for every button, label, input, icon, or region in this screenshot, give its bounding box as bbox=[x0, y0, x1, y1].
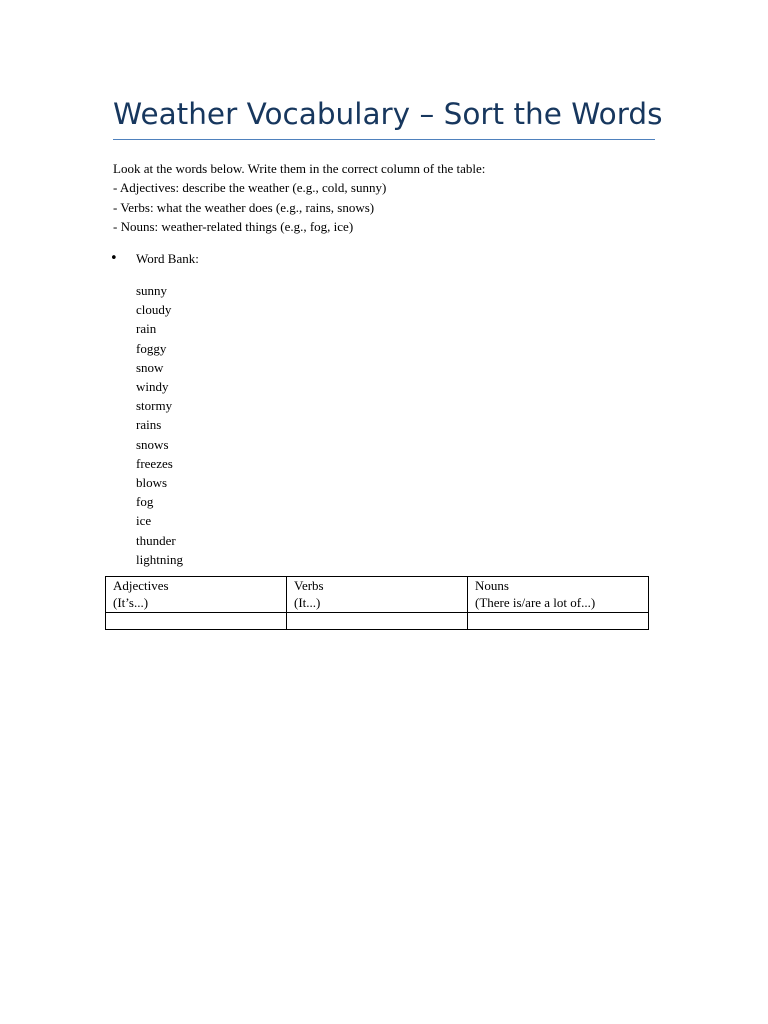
word-bank-item: fog bbox=[136, 494, 154, 510]
column-hint: (It...) bbox=[294, 594, 321, 610]
word-bank-item: snow bbox=[136, 359, 164, 375]
table-row bbox=[106, 613, 649, 630]
word-bank-item: rain bbox=[136, 321, 157, 337]
table-header-row bbox=[106, 577, 649, 613]
answer-cell-verbs[interactable] bbox=[287, 613, 468, 630]
column-name: Nouns bbox=[475, 578, 509, 593]
word-bank-item: windy bbox=[136, 379, 169, 395]
word-bank-item: foggy bbox=[136, 340, 167, 356]
column-hint: (There is/are a lot of...) bbox=[475, 594, 596, 610]
answer-cell-adjectives[interactable] bbox=[106, 613, 287, 630]
word-bank-item: rains bbox=[136, 417, 162, 433]
word-bank-item: thunder bbox=[136, 532, 176, 548]
word-bank-label: Word Bank: bbox=[136, 251, 199, 266]
instruction-line: - Verbs: what the weather does (e.g., rains, snows) bbox=[113, 199, 375, 215]
instruction-line: - Adjectives: describe the weather (e.g., cold, sunny) bbox=[113, 180, 387, 196]
table-header-adjectives bbox=[106, 577, 287, 613]
instructions bbox=[113, 159, 673, 236]
instruction-line: - Nouns: weather-related things (e.g., fog, ice) bbox=[113, 218, 354, 234]
page-title: Weather Vocabulary – Sort the Words bbox=[113, 97, 663, 131]
word-bank-item: snows bbox=[136, 436, 169, 452]
title-underline bbox=[113, 139, 655, 140]
table-header-verbs bbox=[287, 577, 468, 613]
word-bank-item: blows bbox=[136, 475, 168, 491]
word-bank-item: sunny bbox=[136, 283, 168, 298]
table-header-nouns bbox=[468, 577, 649, 613]
word-bank-item: stormy bbox=[136, 398, 173, 414]
column-name: Adjectives bbox=[113, 578, 169, 593]
instruction-line: Look at the words below. Write them in the correct column of the table: bbox=[113, 161, 486, 176]
bullet-icon: • bbox=[110, 251, 118, 266]
column-hint: (It’s...) bbox=[113, 594, 149, 610]
column-name: Verbs bbox=[294, 578, 324, 593]
word-bank-item: ice bbox=[136, 513, 152, 529]
sorting-table bbox=[105, 576, 649, 630]
word-bank-item: lightning bbox=[136, 551, 183, 567]
word-bank-item: cloudy bbox=[136, 302, 172, 318]
word-bank-list bbox=[136, 281, 183, 569]
answer-cell-nouns[interactable] bbox=[468, 613, 649, 630]
word-bank-item: freezes bbox=[136, 455, 173, 471]
